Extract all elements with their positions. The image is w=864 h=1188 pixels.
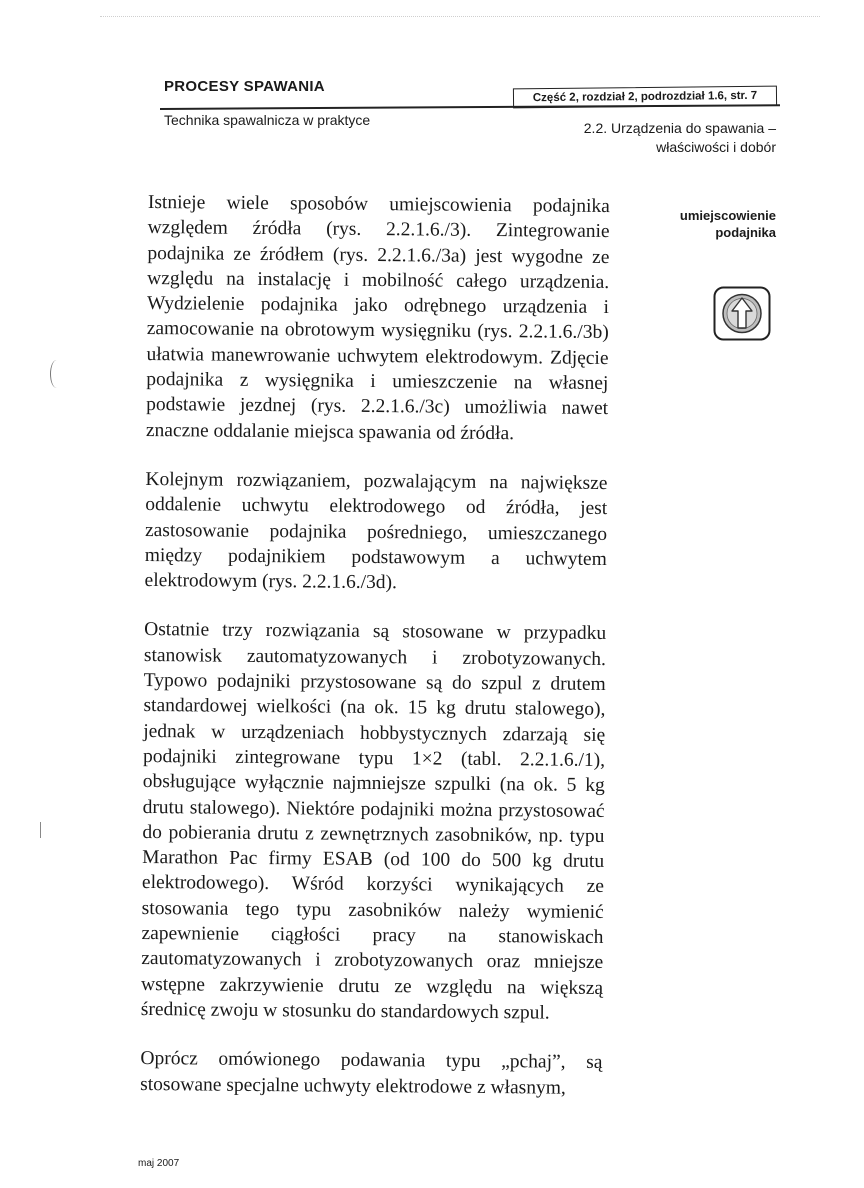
- page-header-subtitle: Technika spawalnicza w praktyce: [164, 112, 371, 128]
- margin-note-line: podajnika: [715, 225, 776, 240]
- scan-artifact: [100, 16, 820, 19]
- margin-note: [616, 207, 776, 241]
- footer-date: maj 2007: [138, 1158, 180, 1169]
- paragraph: Istnieje wiele sposobów umiejscowienia podajnika względem źródła (rys. 2.2.1.6./3). Zintegrowanie podajnika ze źródłem (rys. 2.2.1.6./3a) jest wygodne ze względu na instalację i mobilność całego urządzenia. Wydzielenie podajnika jako odrębnego urządzenia i zamocowanie na obrotowym wysięgniku (rys. 2.2.1.6./3b) ułatwia manewrowanie uchwytem elektrodowym. Zdjęcie podajnika z wysięgnika i umieszczenie na własnej podstawie jezdnej (rys. 2.2.1.6./3c) umożliwia nawet znaczne oddalanie miejsca spawania od źródła.: [145, 191, 610, 444]
- section-title-line: właściwości i dobór: [656, 139, 776, 155]
- chapter-reference-box: Część 2, rozdział 2, podrozdział 1.6, str. 7: [513, 86, 777, 109]
- body-text: [140, 190, 610, 1125]
- up-arrow-icon: [713, 286, 771, 341]
- section-title: [476, 119, 776, 157]
- section-title-line: 2.2. Urządzenia do spawania –: [583, 120, 776, 136]
- header-divider: [160, 104, 780, 110]
- paragraph: Ostatnie trzy rozwiązania są stosowane w przypadku stanowisk zautomatyzowanych i zrobotyzowanych. Typowo podajniki przystosowane są do szpul z drutem standardowej wielkości (na ok. 15 kg drutu stalowego), jednak w urządzeniach hobbystycznych zdarzają się podajniki zintegrowane typu 1×2 (tabl. 2.2.1.6./1), obsługujące wyłącznie najmniejsze szpulki (na ok. 5 kg drutu stalowego). Niektóre podajniki można przystosować do pobierania drutu z zewnętrznych zasobników, np. typu Marathon Pac firmy ESAB (od 100 do 500 kg drutu elektrodowego). Wśród korzyści wynikających ze stosowania tego typu zasobników należy wymienić zapewnienie ciągłości pracy na stanowiskach zautomatyzowanych i zrobotyzowanych oraz mniejsze wstępne zakrzywienie drutu ze względu na większą średnicę zwoju w stosunku do standardowych szpul.: [140, 619, 607, 1024]
- paragraph: Oprócz omówionego podawania typu „pchaj”, są stosowane specjalne uchwyty elektrodowe z własnym,: [140, 1048, 603, 1099]
- paragraph: Kolejnym rozwiązaniem, pozwalającym na największe oddalenie uchwytu elektrodowego od źródła, jest zastosowanie podajnika pośredniego, umieszczanego między podajnikiem podstawowym a uchwytem elektrodowym (rys. 2.2.1.6./3d).: [144, 468, 608, 594]
- page-header-title: PROCESY SPAWANIA: [164, 78, 325, 95]
- scan-artifact: [50, 360, 63, 388]
- margin-note-line: umiejscowienie: [679, 208, 776, 223]
- scan-artifact: [40, 822, 41, 838]
